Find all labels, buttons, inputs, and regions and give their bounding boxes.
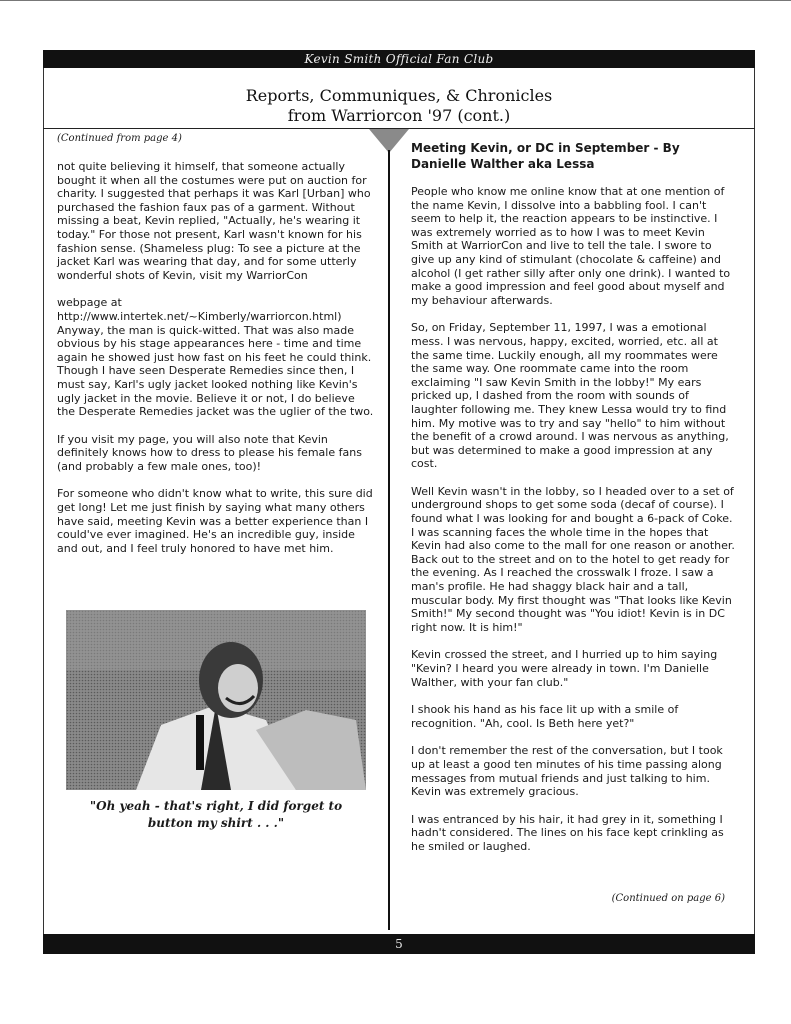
- right-paragraph: I shook his hand as his face lit up with a smile of recognition. "Ah, cool. Is Beth here yet?": [411, 703, 679, 730]
- left-paragraph: If you visit my page, you will also note that Kevin definitely knows how to dress to please his female fans (and probably a few male ones, too)!: [57, 432, 362, 473]
- page-number: 5: [395, 937, 403, 951]
- footer-bar: [43, 934, 755, 954]
- photo-caption: "Oh yeah - that's right, I did forget to button my shirt . . .": [89, 799, 343, 830]
- right-paragraph: I was entranced by his hair, it had grey in it, something I hadn't considered. The lines on his face kept crinkling as he smiled or laughed.: [411, 812, 724, 853]
- top-rule: [0, 0, 791, 1]
- page-title: [43, 86, 755, 126]
- right-column: [411, 185, 736, 868]
- right-paragraph: So, on Friday, September 11, 1997, I was a emotional mess. I was nervous, happy, excited, worried, etc. all at the same time. Luckily enough, all my roommates were the same way. One roommate came into the room exclaiming "I saw Kevin Smith in the lobby!" My ears pricked up, I dashed from the room with sounds of laughter following me. They knew Lessa would try to find him. My motive was to try and say "hello" to him without the benefit of a crowd around. I was nervous as anything, but was determined to make a good impression at any cost.: [411, 321, 729, 471]
- header-bar: [43, 50, 755, 68]
- continued-from-note: (Continued from page 4): [57, 133, 182, 144]
- continued-on-note: (Continued on page 6): [611, 893, 725, 904]
- left-paragraph: not quite believing it himself, that someone actually bought it when all the costumes were put on auction for charity. I suggested that perhaps it was Karl [Urban] who purchased the fashion faux pas of a garment. Without missing a beat, Kevin replied, "Actually, he's wearing it today." For those not present, Karl wasn't known for his fashion sense. (Shameless plug: To see a picture at the jacket Karl was wearing that day, and for some utterly wonderful shots of Kevin, visit my WarriorCon: [57, 160, 371, 282]
- right-paragraph: People who know me online know that at one mention of the name Kevin, I dissolve into a babbling fool. I can't seem to help it, the reaction appears to be instinctive. I was extremely worried as to how I was to meet Kevin Smith at WarriorCon and live to tell the tale. I swore to give up any kind of stimulant (chocolate & caffeine) and alcohol (I get rather silly after only one drink). I wanted to make a good impression and feel good about myself and my behaviour afterwards.: [411, 185, 731, 307]
- right-paragraph: I don't remember the rest of the conversation, but I took up at least a good ten minutes of his time passing along messages from mutual friends and just talking to him. Kevin was extremely gracious.: [411, 744, 723, 799]
- article-title: Meeting Kevin, or DC in September - By Danielle Walther aka Lessa: [411, 141, 680, 171]
- left-column: [57, 160, 375, 569]
- left-paragraph: For someone who didn't know what to write, this sure did get long! Let me just finish by saying what many others have said, meeting Kevin was a better experience than I could've ever imagined. He's an incredible guy, inside and out, and I feel truly honored to have met him.: [57, 487, 373, 555]
- right-paragraph: Well Kevin wasn't in the lobby, so I headed over to a set of underground shops to get some soda (decaf of course). I found what I was looking for and bought a 6-pack of Coke. I was scanning faces the whole time in the hopes that Kevin had also come to the mall for one reason or another. Back out to the street and on to the hotel to get ready for the evening. As I reached the crosswalk I froze. I saw a man's profile. He had shaggy black hair and a tall, muscular body. My first thought was "That looks like Kevin Smith!" My second thought was "You idiot! Kevin is in DC right now. It is him!": [411, 484, 735, 634]
- column-divider: [388, 150, 390, 930]
- left-paragraph: webpage at http://www.intertek.net/~Kimberly/warriorcon.html) Anyway, the man is quick-witted. That was also made obvious by his stage appearances here - time and time again he showed just how fast on his feet he could think. Though I have seen Desperate Remedies since then, I must say, Karl's ugly jacket looked nothing like Kevin's ugly jacket in the movie. Believe it or not, I do believe the Desperate Remedies jacket was the uglier of the two.: [57, 296, 374, 419]
- page-title-line2: from Warriorcon '97 (cont.): [287, 106, 511, 125]
- page-title-line1: Reports, Communiques, & Chronicles: [245, 86, 553, 105]
- right-paragraph: Kevin crossed the street, and I hurried up to him saying "Kevin? I heard you were already in town. I'm Danielle Walther, with your fan club.": [411, 648, 718, 689]
- header-title: Kevin Smith Official Fan Club: [304, 52, 494, 66]
- photo-kevin-laughing: [66, 610, 366, 790]
- photo-image: [66, 610, 366, 790]
